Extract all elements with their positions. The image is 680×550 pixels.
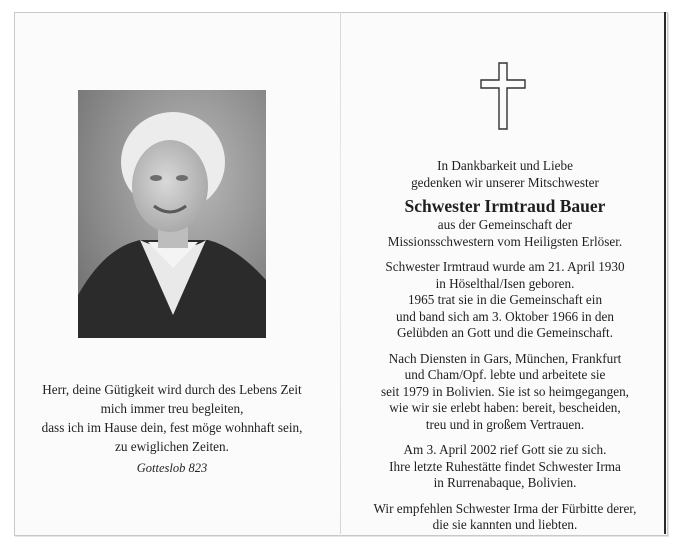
- service-line: Nach Diensten in Gars, München, Frankfurt: [388, 350, 622, 366]
- service-line: und Cham/Opf. lebte und arbeitete sie: [404, 367, 606, 382]
- death-line: Am 3. April 2002 rief Gott sie zu sich.: [403, 442, 607, 457]
- closing-line: Wir empfehlen Schwester Irma der Fürbitte derer,: [373, 500, 637, 516]
- community-line: aus der Gemeinschaft der: [437, 217, 573, 232]
- card-right-edge: [664, 12, 666, 534]
- prayer-line: Herr, deine Gütigkeit wird durch des Lebens Zeit: [42, 382, 302, 397]
- prayer-line: mich immer treu begleiten,: [100, 401, 244, 416]
- community-line: Missionsschwestern vom Heiligsten Erlöser.: [387, 233, 623, 249]
- service-line: treu und in großem Vertrauen.: [425, 416, 585, 432]
- death-line: Ihre letzte Ruhestätte findet Schwester Irma: [389, 458, 621, 474]
- service-line: wie wir sie erlebt haben: bereit, bescheiden,: [389, 400, 621, 415]
- prayer-text: [34, 380, 310, 478]
- deceased-name: Schwester Irmtraud Bauer: [404, 196, 606, 216]
- biography-line: Gelübden an Gott und die Gemeinschaft.: [396, 325, 614, 340]
- portrait-photo: [78, 90, 266, 338]
- obituary-text: [348, 158, 662, 534]
- cross-icon: [480, 62, 526, 130]
- biography-line: Schwester Irmtraud wurde am 21. April 1930: [385, 259, 625, 274]
- biography-line: 1965 trat sie in die Gemeinschaft ein: [407, 292, 603, 307]
- biography-line: in Höselthal/Isen geboren.: [435, 275, 575, 291]
- intro-line: gedenken wir unserer Mitschwester: [411, 174, 599, 190]
- prayer-line: dass ich im Hause dein, fest möge wohnhaft sein,: [41, 420, 303, 435]
- service-line: seit 1979 in Bolivien. Sie ist so heimgegangen,: [381, 383, 629, 399]
- prayer-line: zu ewiglichen Zeiten.: [115, 439, 229, 454]
- card-fold-line: [340, 12, 341, 534]
- prayer-source: Gotteslob 823: [136, 461, 208, 475]
- intro-line: In Dankbarkeit und Liebe: [437, 158, 573, 173]
- death-line: in Rurrenabaque, Bolivien.: [433, 475, 577, 490]
- closing-line: die sie kannten und liebten.: [432, 517, 578, 532]
- biography-line: und band sich am 3. Oktober 1966 in den: [396, 308, 614, 324]
